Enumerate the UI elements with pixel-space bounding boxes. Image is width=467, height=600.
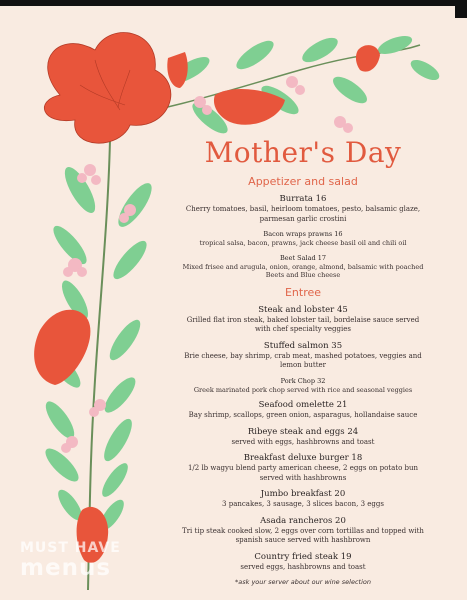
- menu-item-name: Ribeye steak and eggs 24: [247, 426, 359, 437]
- section-heading: Entree: [284, 285, 322, 299]
- menu-item-name: Asada rancheros 20: [260, 515, 346, 526]
- menu-item-description: 3 pancakes, 3 sausage, 3 slices bacon, 3 eggs: [222, 500, 384, 508]
- section-heading: Appetizer and salad: [248, 175, 358, 188]
- menu-item: [178, 230, 428, 248]
- menu-item-description: 1/2 lb wagyu blend party american cheese, 2 eggs on potato bun served with hashbrowns: [187, 464, 419, 482]
- menu-item: [178, 341, 428, 371]
- menu-item: [178, 194, 428, 224]
- menu-sections: [178, 175, 428, 572]
- menu-item-description: Mixed frisee and arugula, onion, orange, almond, balsamic with poached Beets and Blue cheese: [182, 262, 424, 279]
- menu-item-description: served eggs, hashbrowns and toast: [240, 562, 366, 571]
- menu-item-name: Beet Salad 17: [280, 253, 326, 262]
- menu-item-name: Pork Chop 32: [280, 376, 326, 385]
- menu-item-description: Tri tip steak cooked slow, 2 eggs over corn tortillas and topped with spanish sauce served with hashbrown: [182, 526, 424, 544]
- menu-item-name: Country fried steak 19: [254, 551, 352, 562]
- menu-item-name: Seafood omelette 21: [258, 400, 348, 410]
- menu-item-name: Breakfast deluxe burger 18: [243, 453, 363, 463]
- menu-item: [178, 489, 428, 510]
- menu-item: [178, 453, 428, 483]
- page-title: Mother's Day: [204, 136, 402, 169]
- menu-item: [178, 377, 428, 395]
- menu-item-name: Stuffed salmon 35: [263, 340, 343, 351]
- poppy-icon: [34, 310, 90, 385]
- menu-item: [178, 552, 428, 573]
- footer-note: *ask your server about our wine selection: [235, 578, 371, 586]
- menu-item-description: Bay shrimp, scallops, green onion, asparagus, hollandaise sauce: [188, 411, 418, 419]
- watermark-logo: [20, 538, 142, 581]
- menu-item: [178, 305, 428, 335]
- menu-item: [178, 254, 428, 280]
- menu-item-description: tropical salsa, bacon, prawns, jack cheese basil oil and chili oil: [199, 239, 407, 247]
- menu-item-description: Greek marinated pork chop served with rice and seasonal veggies: [193, 385, 413, 394]
- menu-item-description: Brie cheese, bay shrimp, crab meat, mashed potatoes, veggies and lemon butter: [184, 351, 422, 369]
- menu-item: [178, 400, 428, 421]
- menu-item-description: Cherry tomatoes, basil, heirloom tomatoes, pesto, balsamic glaze, parmesan garlic crostini: [185, 205, 421, 223]
- menu-item-name: Burrata 16: [279, 194, 327, 204]
- watermark-line1: MUST HAVE: [20, 540, 121, 556]
- menu-item-name: Steak and lobster 45: [258, 304, 348, 315]
- menu-item-name: Jumbo breakfast 20: [260, 489, 346, 499]
- menu-item: [178, 516, 428, 546]
- poppy-icon: [44, 33, 170, 144]
- menu-item-description: Grilled flat iron steak, baked lobster tail, bordelaise sauce served with chef specialty veggies: [186, 315, 420, 333]
- menu-item-description: served with eggs, hashbrowns and toast: [231, 437, 375, 446]
- menu-item: [178, 427, 428, 448]
- watermark-line2: menus: [20, 555, 112, 581]
- menu-item-name: Bacon wraps prawns 16: [263, 230, 343, 238]
- menu-content: [178, 137, 428, 586]
